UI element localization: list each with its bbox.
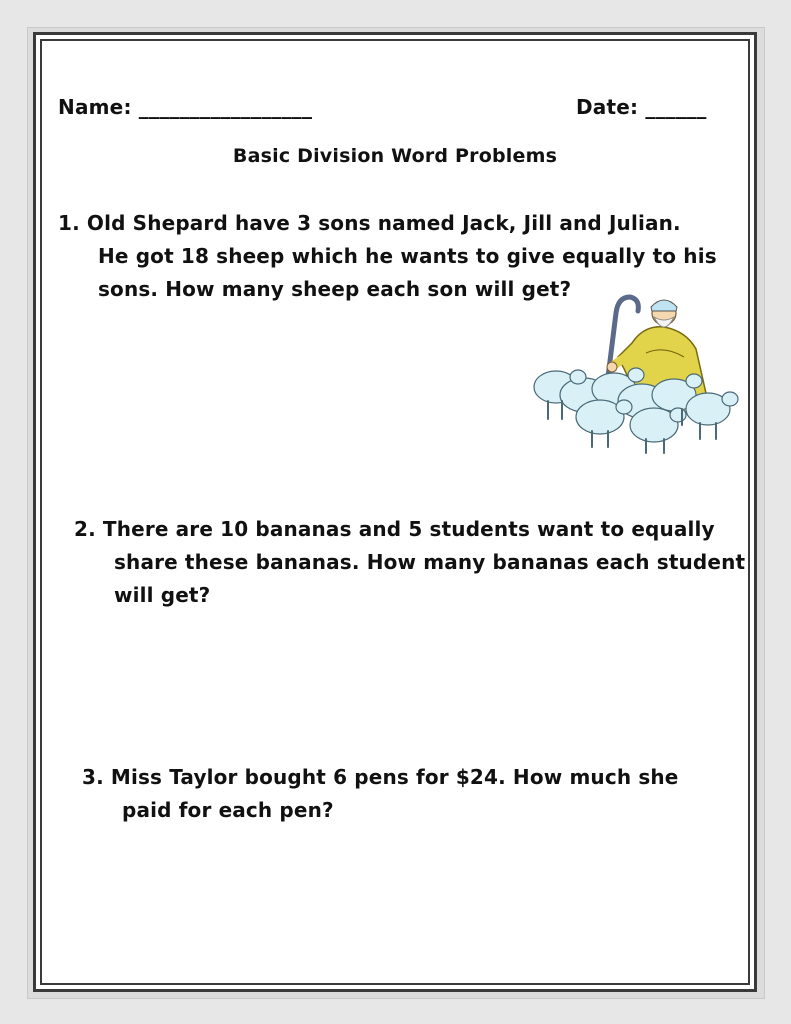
problem-1-line-1: 1. Old Shepard have 3 sons named Jack, Jill and Julian. bbox=[58, 211, 681, 235]
problem-1-line-3: sons. How many sheep each son will get? bbox=[98, 277, 572, 301]
sheep-flock bbox=[534, 368, 738, 442]
shepherd-headband bbox=[651, 300, 677, 311]
problem-2-line-3: will get? bbox=[114, 583, 211, 607]
inner-border bbox=[40, 39, 750, 985]
name-field: Name: _________________ bbox=[58, 95, 313, 119]
problem-2-line-1: 2. There are 10 bananas and 5 students want to equally bbox=[74, 517, 715, 541]
problem-3-line-2: paid for each pen? bbox=[122, 798, 334, 822]
problem-2-line-2: share these bananas. How many bananas each student bbox=[114, 550, 746, 574]
problem-3 bbox=[82, 761, 678, 827]
problem-3-line-1: 3. Miss Taylor bought 6 pens for $24. How much she bbox=[82, 765, 679, 789]
worksheet-page bbox=[33, 32, 757, 992]
worksheet-title: Basic Division Word Problems bbox=[232, 145, 558, 167]
shepherd-sheep-illustration bbox=[514, 283, 744, 455]
problem-1-line-2: He got 18 sheep which he wants to give equally to his bbox=[98, 244, 717, 268]
date-field: Date: ______ bbox=[576, 95, 707, 119]
problem-2 bbox=[74, 513, 745, 612]
